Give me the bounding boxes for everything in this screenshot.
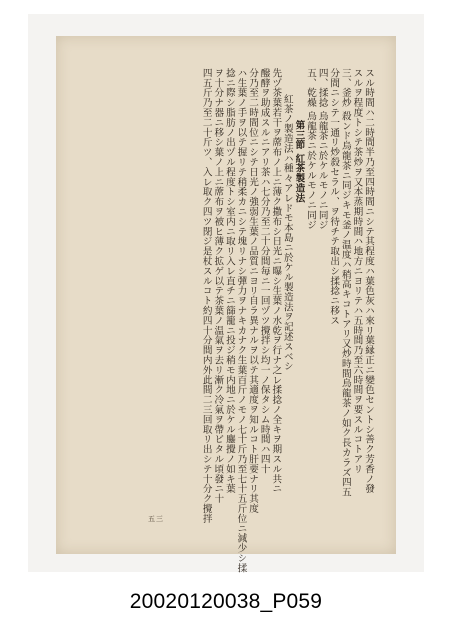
- text-line: スルヲ程度トシテ茶炒ヲ又本蒸期時間ハ地方ニヨリテハ五時間乃至六時間ヲ要スルコトアリ: [351, 68, 363, 474]
- text-line: ヲ十分ナ器ニ移シ葉ノ上ニ蓆布ヲ被ヒ薄ク拡ゲ以テ茶葉ノ温氣ヲ去リ漸ク冷氣ヲ帶ビタル頃發ニ十: [212, 68, 224, 504]
- text-line: 先ヅ茶葉若干ヲ蓆布ノ上ニ薄ク撒布シ日光ニ曝シ生葉ノ水乾ヲ行ナ之レ揉捻ノ全キヲ期スル共ニ: [270, 68, 282, 494]
- text-line: 捻ニ際シ脂肪ノ出ヅル程度トシ室内ニ取リ入レ直チニ篩籠ニ投ジ稍モ内地ニ於ケル鏖攪ノ如キ葉: [223, 68, 235, 494]
- text-line: ハ生葉ノ手ヲ以テ握リテ稍柔カニシテ塊リナシ彈力ヲナキカナク生葉百斤ノモノ七十斤乃至七十五斤位ニ減少シ揉: [235, 68, 247, 573]
- text-line: 三、釜炒 殺ンド烏龍茶ニ同ジキモ釜ノ温度ハ稍高キコトアリ又炒時間烏龍茶ノ如ク長カラズ四五: [339, 68, 351, 498]
- text-line: 四、揉捻 烏龍茶ニ於ケルモノニ同ジ: [316, 68, 328, 230]
- text-line: スル時間ハ二時間半乃至四時間ニシテ其程度ハ葉色灰ハ來リ葉縁正ニ變色セントシ善ク芳香ノ發: [363, 68, 374, 494]
- text-line: 醱酵ヲ助成スルニアリ茶ハ七分乃至二十分間毎ニ一回ヅツ攪拌シ均一ノ保タシム時間ハ四十: [258, 68, 270, 474]
- image-id-caption: 20020120038_P059: [129, 590, 323, 613]
- book-page: [56, 36, 396, 573]
- text-line: 四五斤乃至二十斤ツ、入レ取ク四ツ閉ジ是杖スルコト約四十分間内外此間二三回取リ出シテ十分ク攪拌: [200, 68, 212, 524]
- section-intro: 紅茶ノ製造法ハ種々アレドモ本島ニ於ケル製造法ヲ記述スベシ: [281, 94, 293, 372]
- page-text-column: [200, 68, 374, 573]
- text-line: 分乃至二時間位ニシテ日光ノ強弱生葉ノ品質ニヨリ自ラ異ナルヲ以テ其適度ヲ知ルコト肝要ナリ其度: [247, 68, 259, 514]
- page-number: 五三: [148, 515, 164, 523]
- text-line: 五、乾燥 烏龍茶ニ於ケルモノニ同ジ: [305, 68, 317, 230]
- section-heading: 第三節 紅茶製造法: [293, 120, 305, 203]
- text-line: 分間ニシテ一通リ炒殺セラル、ヲ待チテ取出シ揉捻ニ移ス: [328, 68, 340, 326]
